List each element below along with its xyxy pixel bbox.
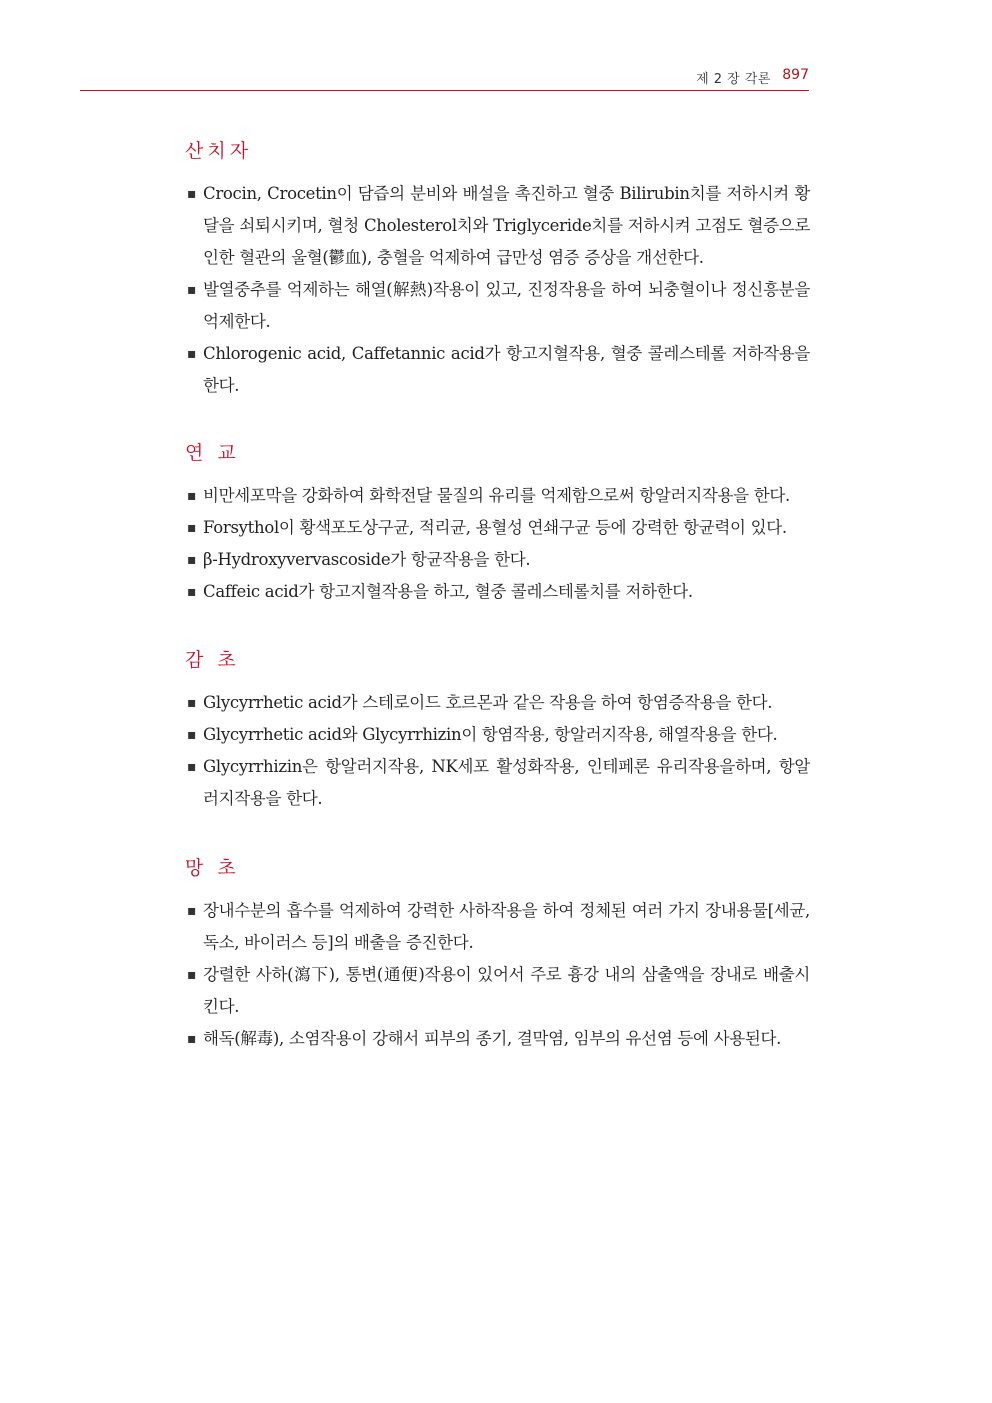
bullet-icon: ▪ (187, 1031, 197, 1047)
list-item (185, 895, 810, 959)
list-item (185, 480, 810, 512)
bullet-icon: ▪ (187, 584, 197, 600)
list-item (185, 512, 810, 544)
list-item-text: Glycyrrhetic acid와 Glycyrrhizin이 항염작용, 항알러지작용, 해열작용을 한다. (203, 725, 778, 744)
section-sanchija (185, 132, 810, 402)
bullet-list (185, 687, 810, 815)
list-item (185, 274, 810, 338)
bullet-icon: ▪ (187, 520, 197, 536)
bullet-icon: ▪ (187, 282, 197, 298)
list-item-text: 비만세포막을 강화하여 화학전달 물질의 유리를 억제함으로써 항알러지작용을 한다. (203, 486, 790, 505)
list-item-text: Crocin, Crocetin이 담즙의 분비와 배설을 촉진하고 혈중 Bilirubin치를 저하시켜 황달을 쇠퇴시키며, 혈청 Cholesterol치와 Triglyceride치를 저하시켜 고점도 혈증으로 인한 혈관의 울혈(鬱血), 충혈을 억제하여 급만성 염증 증상을 개선한다. (203, 184, 810, 267)
list-item-text: 발열중추를 억제하는 해열(解熱)작용이 있고, 진정작용을 하여 뇌충혈이나 정신흥분을 억제한다. (203, 280, 810, 331)
bullet-icon: ▪ (187, 488, 197, 504)
bullet-icon: ▪ (187, 695, 197, 711)
list-item-text: 해독(解毒), 소염작용이 강해서 피부의 종기, 결막염, 임부의 유선염 등에 사용된다. (203, 1029, 782, 1048)
list-item (185, 178, 810, 274)
list-item-text: Forsythol이 황색포도상구균, 적리균, 용혈성 연쇄구균 등에 강력한 항균력이 있다. (203, 518, 787, 537)
list-item (185, 1023, 810, 1055)
list-item (185, 544, 810, 576)
bullet-icon: ▪ (187, 759, 197, 775)
bullet-icon: ▪ (187, 967, 197, 983)
bullet-list (185, 480, 810, 608)
list-item (185, 687, 810, 719)
bullet-icon: ▪ (187, 727, 197, 743)
section-mangcho (185, 849, 810, 1055)
bullet-icon: ▪ (187, 186, 197, 202)
section-title: 산치자 (185, 140, 253, 162)
list-item (185, 338, 810, 402)
bullet-icon: ▪ (187, 552, 197, 568)
list-item-text: Glycyrrhetic acid가 스테로이드 호르몬과 같은 작용을 하여 항염증작용을 한다. (203, 693, 773, 712)
page-number: 897 (782, 67, 809, 83)
document-body (185, 132, 810, 1055)
section-yeongyo (185, 434, 810, 608)
section-gamcho (185, 641, 810, 815)
chapter-label: 제 2 장 각론 (696, 72, 771, 87)
list-item-text: 강렬한 사하(瀉下), 통변(通便)작용이 있어서 주로 흉강 내의 삼출액을 장내로 배출시킨다. (203, 965, 810, 1016)
list-item (185, 959, 810, 1023)
list-item-text: Chlorogenic acid, Caffetannic acid가 항고지혈작용, 혈중 콜레스테롤 저하작용을 한다. (203, 344, 810, 395)
list-item-text: Glycyrrhizin은 항알러지작용, NK세포 활성화작용, 인테페론 유리작용을하며, 항알러지작용을 한다. (203, 757, 810, 808)
list-item-text: Caffeic acid가 항고지혈작용을 하고, 혈중 콜레스테롤치를 저하한다. (203, 582, 693, 601)
bullet-list (185, 178, 810, 402)
page-header (80, 62, 809, 91)
list-item (185, 576, 810, 608)
list-item (185, 719, 810, 751)
section-title: 감 초 (185, 649, 240, 671)
list-item-text: β-Hydroxyvervascoside가 항균작용을 한다. (203, 550, 531, 569)
list-item-text: 장내수분의 흡수를 억제하여 강력한 사하작용을 하여 정체된 여러 가지 장내용물[세균, 독소, 바이러스 등]의 배출을 증진한다. (203, 901, 810, 952)
section-title: 망 초 (185, 857, 240, 879)
list-item (185, 751, 810, 815)
bullet-list (185, 895, 810, 1055)
section-title: 연 교 (185, 442, 240, 464)
bullet-icon: ▪ (187, 903, 197, 919)
bullet-icon: ▪ (187, 346, 197, 362)
